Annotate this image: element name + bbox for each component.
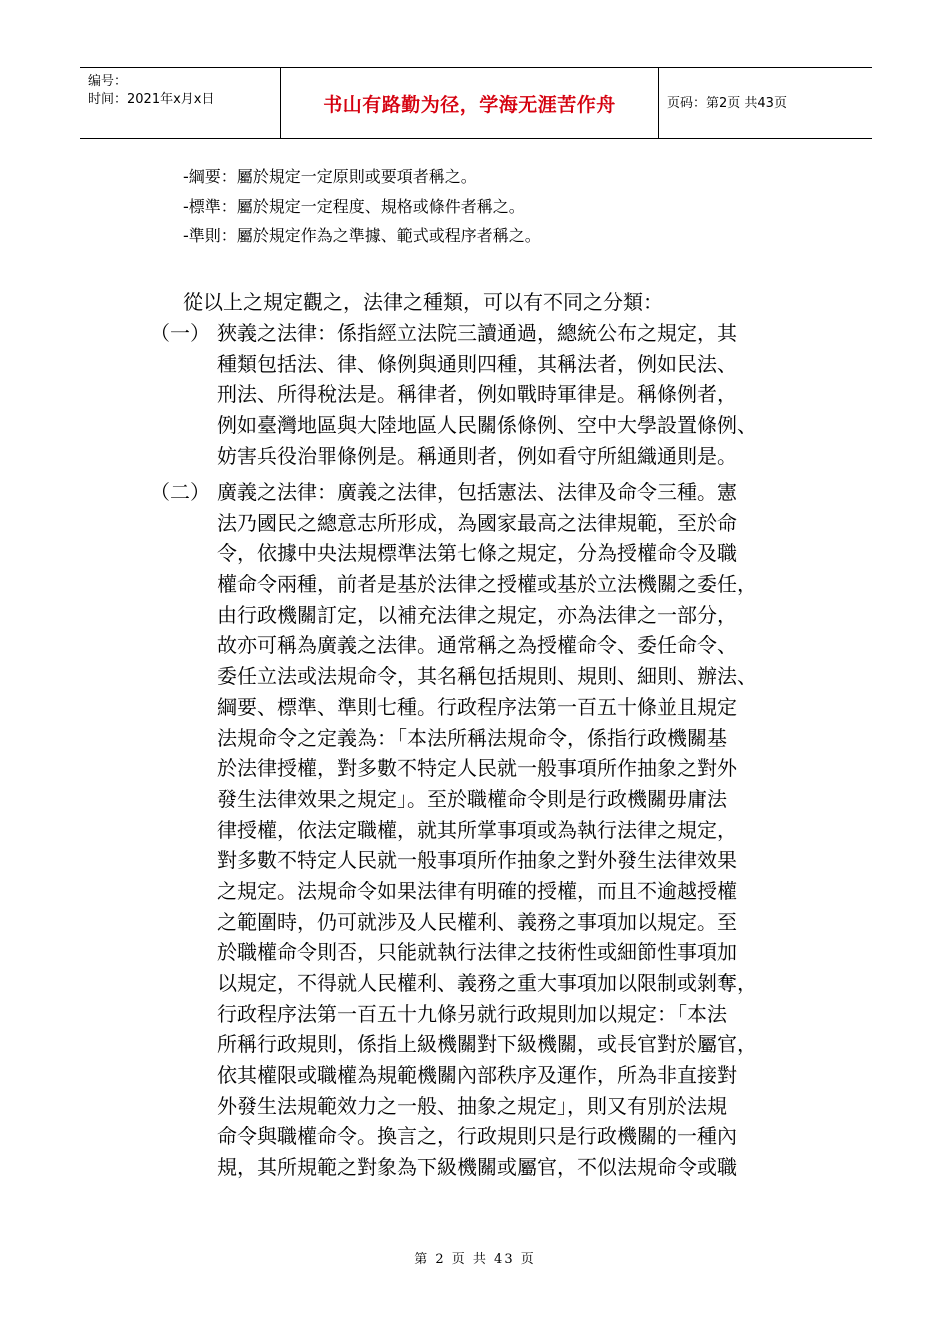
header-motto-cell [281, 68, 658, 138]
text-line: 以規定，不得就人民權利、義務之重大事項加以限制或剝奪， [217, 971, 757, 995]
header-page-cell [658, 68, 873, 138]
item-number: （二） [150, 480, 210, 504]
text-line: 發生法律效果之規定」。至於職權命令則是行政機關毋庸法 [217, 786, 727, 811]
text-line: 廣義之法律：廣義之法律，包括憲法、法律及命令三種。憲 [217, 480, 737, 504]
text-line: 之規定。法規命令如果法律有明確的授權，而且不逾越授權 [217, 878, 737, 903]
text-line: 故亦可稱為廣義之法律。通常稱之為授權命令、委任命令、 [217, 633, 737, 658]
text-line: 妨害兵役治罪條例是。稱通則者，例如看守所組織通則是。 [217, 443, 737, 468]
text-line: 種類包括法、律、條例與通則四種，其稱法者，例如民法、 [217, 351, 737, 376]
text-line: 命令與職權命令。換言之，行政規則只是行政機關的一種內 [217, 1124, 737, 1149]
text-line: 委任立法或法規命令，其名稱包括規則、規則、細則、辦法、 [217, 664, 757, 689]
text-line: 由行政機關訂定，以補充法律之規定，亦為法律之一部分， [217, 602, 737, 627]
item-body [217, 479, 827, 1185]
definition-list [183, 166, 541, 255]
text-line: 律授權，依法定職權，就其所掌事項或為執行法律之規定， [217, 817, 737, 842]
text-line: 依其權限或職權為規範機關內部秩序及運作，所為非直接對 [217, 1063, 737, 1088]
page-footer: 第 2 页 共 43 页 [414, 1252, 536, 1267]
text-line: 規，其所規範之對象為下級機關或屬官，不似法規命令或職 [217, 1155, 737, 1180]
text-line: 之範圍時，仍可就涉及人民權利、義務之事項加以規定。至 [217, 909, 737, 934]
text-line: 行政程序法第一百五十九條另就行政規則加以規定：「本法 [217, 1001, 727, 1026]
text-line: 外發生法規範效力之一般、抽象之規定」，則又有別於法規 [217, 1093, 727, 1118]
text-line: 於職權命令則否，只能就執行法律之技術性或細節性事項加 [217, 940, 737, 965]
text-line: 刑法、所得稅法是。稱律者，例如戰時軍律是。稱條例者， [217, 382, 737, 407]
motto: 书山有路勤为径，学海无涯苦作舟 [323, 93, 616, 116]
page-info: 页码：第2页 共43页 [667, 96, 787, 111]
text-line: 例如臺灣地區與大陸地區人民關係條例、空中大學設置條例、 [217, 413, 757, 438]
text-line: 所稱行政規則，係指上級機關對下級機關，或長官對於屬官， [217, 1032, 757, 1057]
definition-item: -綱要：屬於規定一定原則或要項者稱之。 [183, 167, 477, 186]
definition-item: -準則：屬於規定作為之準據、範式或程序者稱之。 [183, 226, 541, 245]
item-body [217, 320, 827, 473]
lead-paragraph: 從以上之規定觀之，法律之種類，可以有不同之分類： [183, 290, 663, 314]
text-line: 對多數不特定人民就一般事項所作抽象之對外發生法律效果 [217, 848, 737, 873]
text-line: 狹義之法律：係指經立法院三讀通過，總統公布之規定，其 [217, 321, 737, 345]
text-line: 於法律授權，對多數不特定人民就一般事項所作抽象之對外 [217, 756, 737, 781]
item-number: （一） [150, 321, 210, 345]
number-label: 编号： [88, 74, 128, 89]
page-header [80, 67, 872, 139]
text-line: 法乃國民之總意志所形成，為國家最高之法律規範，至於命 [217, 510, 737, 535]
text-line: 令，依據中央法規標準法第七條之規定，分為授權命令及職 [217, 541, 737, 566]
text-line: 權命令兩種，前者是基於法律之授權或基於立法機關之委任， [217, 572, 757, 597]
time-label: 时间：2021年x月x日 [88, 92, 215, 107]
definition-item: -標準：屬於規定一定程度、規格或條件者稱之。 [183, 196, 525, 216]
text-line: 綱要、標準、準則七種。行政程序法第一百五十條並且規定 [217, 694, 737, 719]
header-meta-cell [80, 68, 281, 138]
text-line: 法規命令之定義為：「本法所稱法規命令，係指行政機關基 [217, 725, 727, 750]
